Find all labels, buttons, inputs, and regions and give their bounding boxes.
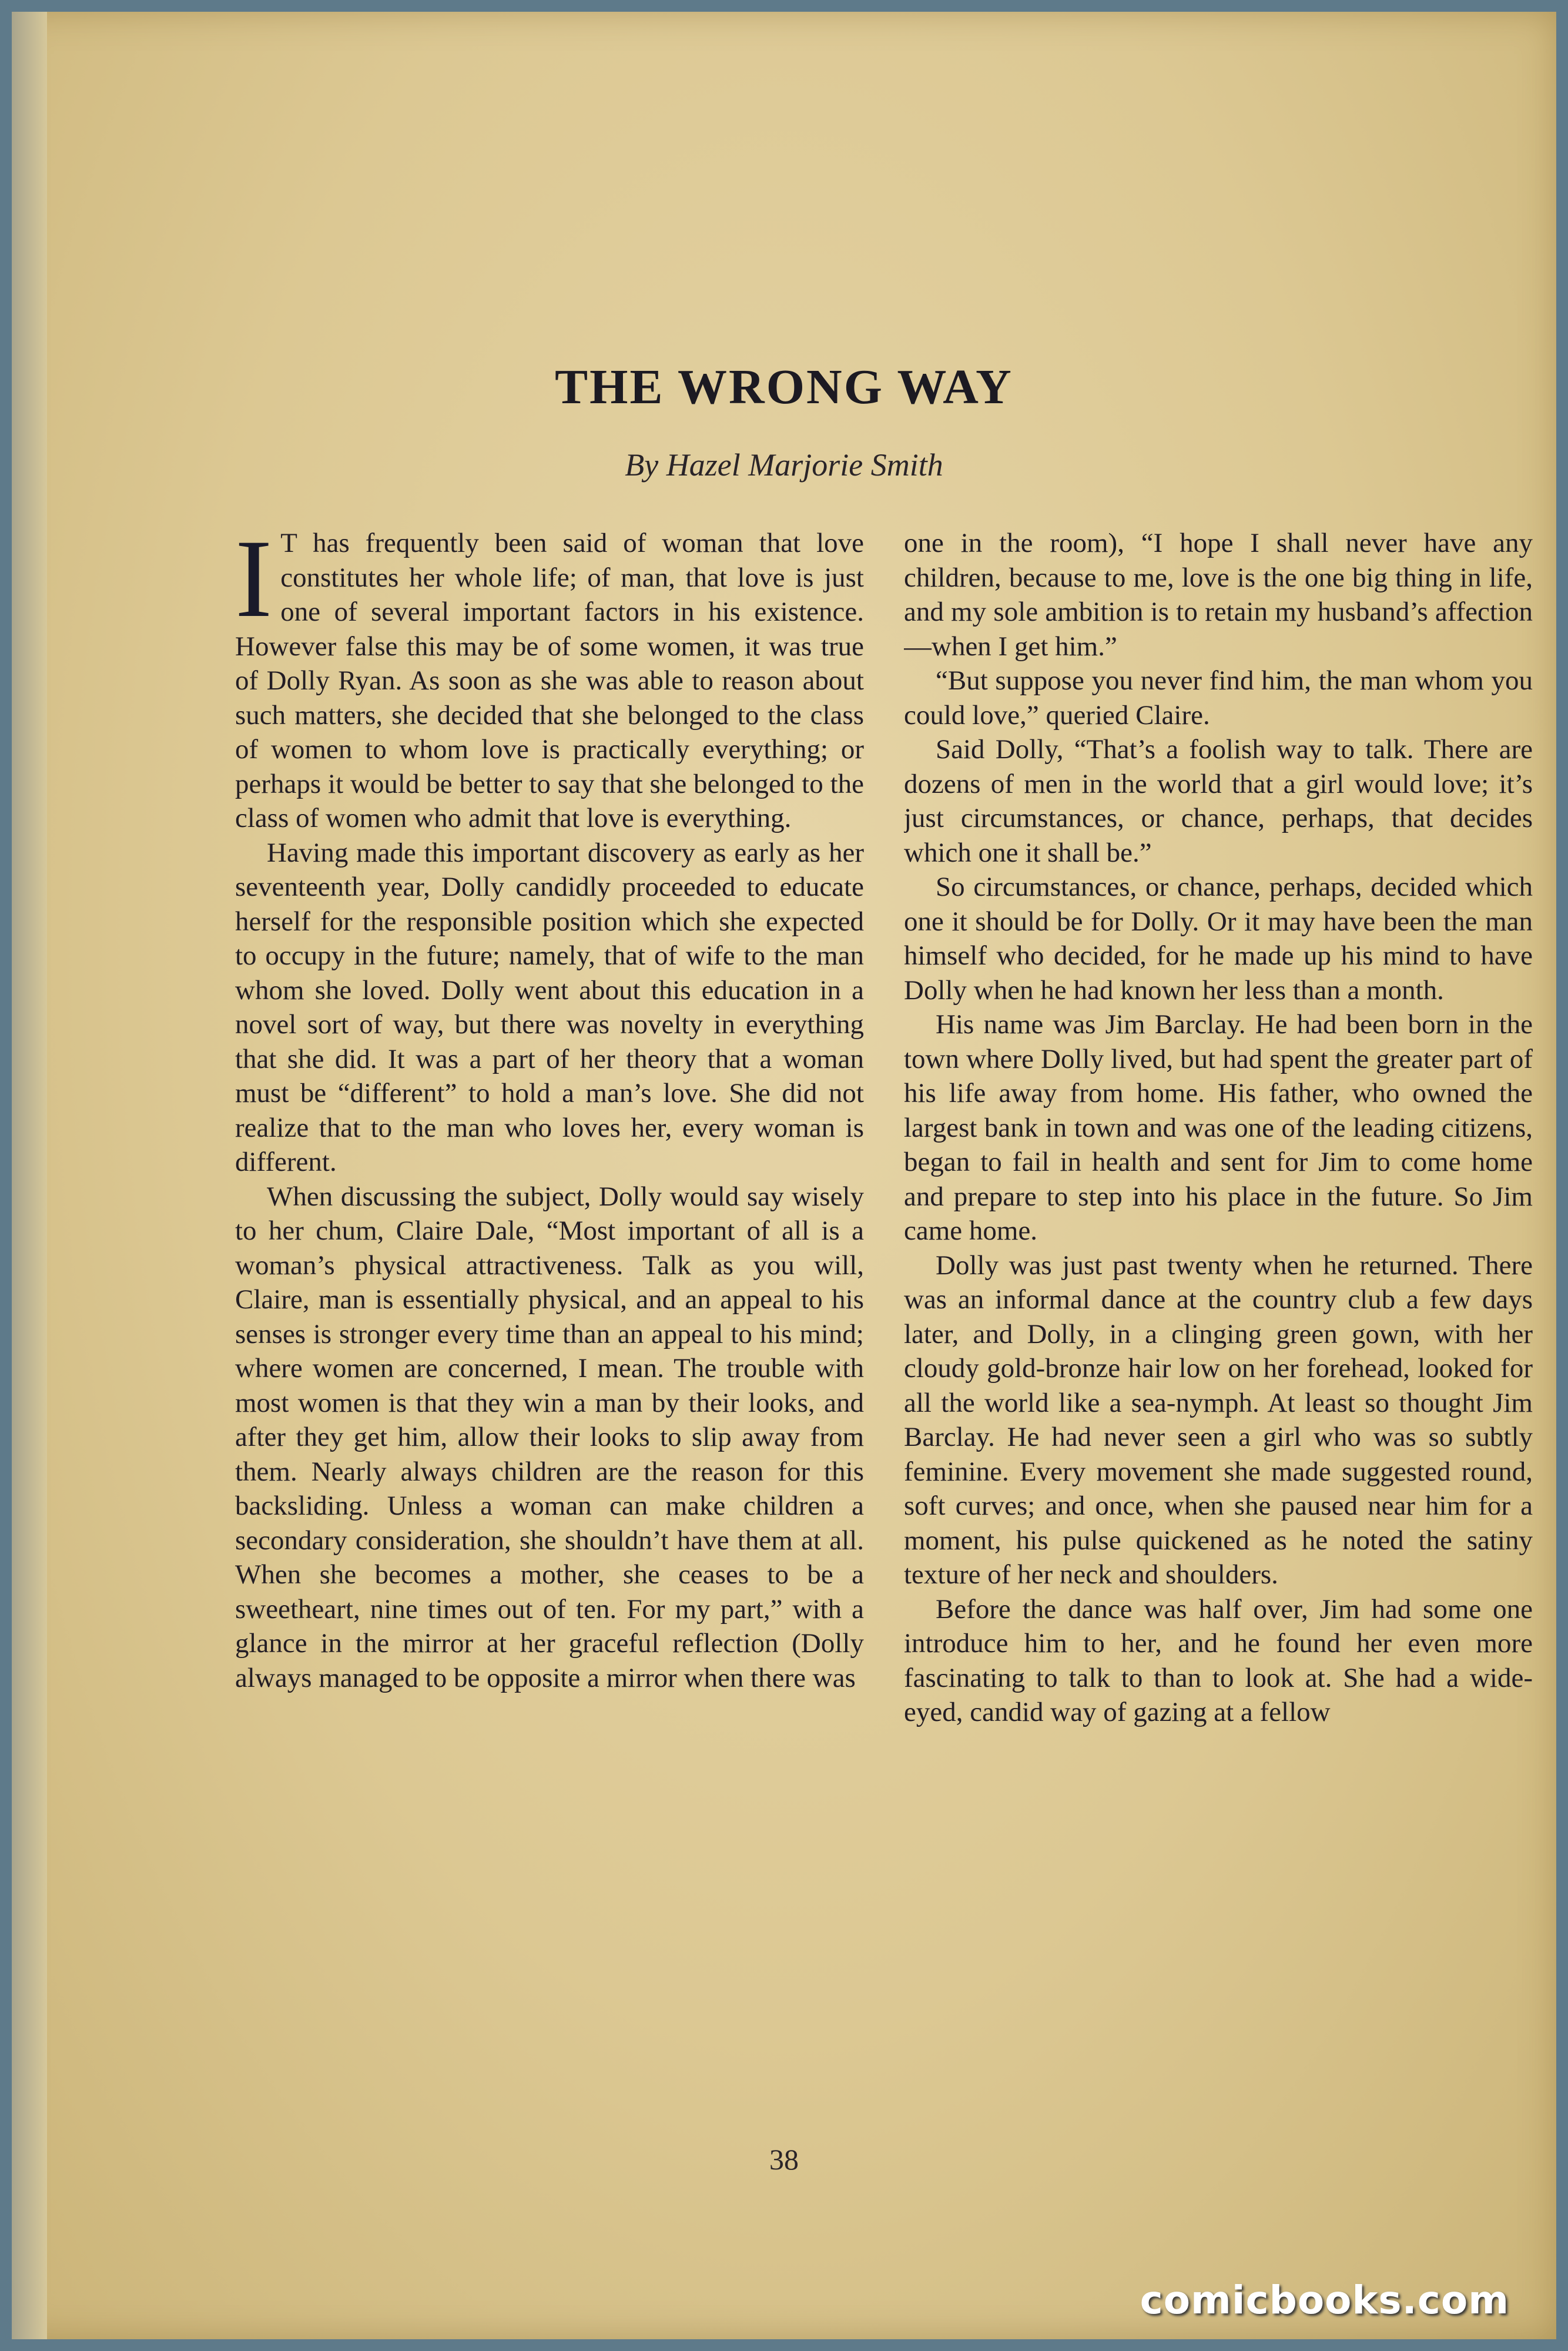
right-column — [904, 526, 1533, 2148]
paragraph: Dolly was just past twenty when he returned. There was an informal dance at the country club a few days later, and Dolly, in a clinging green gown, with her cloudy gold-bronze hair low on her forehead, looked for all the world like a sea-nymph. At least so thought Jim Barclay. He had never seen a girl who was so subtly feminine. Every movement she made suggested round, soft curves; and once, when she paused near him for a moment, his pulse quickened as he noted the satiny texture of her neck and shoulders. — [904, 1250, 1533, 1590]
paragraph: one in the room), “I hope I shall never have any children, because to me, love is the one big thing in life, and my sole ambition is to retain my husband’s affection—when I get him.” — [904, 528, 1533, 662]
paragraph: When discussing the subject, Dolly would say wisely to her chum, Claire Dale, “Most important of all is a woman’s physical attractiveness. Talk as you will, Claire, man is essentially physical, and an appeal to his senses is stronger every time than an appeal to his mind; where women are concerned, I mean. The trouble with most women is that they win a man by their looks, and after they get him, allow their looks to slip away from them. Nearly always children are the reason for this backsliding. Unless a woman can make children a secondary consideration, she shouldn’t have them at all. When she becomes a mother, she ceases to be a sweetheart, nine times out of ten. For my part,” with a glance in the mirror at her graceful reflection (Dolly always managed to be opposite a mirror when there was — [235, 1181, 864, 1693]
site-watermark: comicbooks.com — [1140, 2278, 1509, 2323]
left-column — [235, 526, 864, 2148]
paragraph: Said Dolly, “That’s a foolish way to talk. There are dozens of men in the world that a girl would love; it’s just circumstances, or chance, perhaps, that decides which one it shall be.” — [904, 734, 1533, 868]
paragraph — [235, 526, 864, 836]
magazine-page — [12, 12, 1556, 2339]
paragraph: His name was Jim Barclay. He had been born in the town where Dolly lived, but had spent the greater part of his life away from home. His father, who owned the largest bank in town and was one of the leading citizens, began to fail in health and sent for Jim to come home and prepare to step into his place in the future. So Jim came home. — [904, 1009, 1533, 1246]
page-number: 38 — [769, 2143, 799, 2176]
paragraph: “But suppose you never find him, the man whom you could love,” queried Claire. — [904, 665, 1533, 731]
paragraph: So circumstances, or chance, perhaps, decided which one it should be for Dolly. Or it may have been the man himself who decided, for he made up his mind to have Dolly when he had known her less than a month. — [904, 872, 1533, 1006]
paragraph: Having made this important discovery as early as her seventeenth year, Dolly candidly proceeded to educate herself for the responsible position which she expected to occupy in the future; namely, that of wife to the man whom she loved. Dolly went about this education in a novel sort of way, but there was novelty in everything that she did. It was a part of her theory that a woman must be “different” to hold a man’s love. She did not realize that to the man who loves her, every woman is different. — [235, 837, 864, 1177]
story-byline: By Hazel Marjorie Smith — [625, 447, 943, 483]
paragraph: Before the dance was half over, Jim had some one introduce him to her, and he found her even more fascinating to talk to than to look at. She had a wide-eyed, candid way of gazing at a fellow — [904, 1593, 1533, 1727]
drop-cap: I — [235, 526, 273, 641]
story-title: THE WRONG WAY — [555, 360, 1013, 414]
paragraph-text: T has frequently been said of woman that love constitutes her whole life; of man, that love is just one of several important factors in his existence. However false this may be of some women, it was true of Dolly Ryan. As soon as she was able to reason about such matters, she decided that she belonged to the class of women to whom love is practically everything; or perhaps it would be better to say that she belonged to the class of women who admit that love is everything. — [235, 528, 864, 833]
